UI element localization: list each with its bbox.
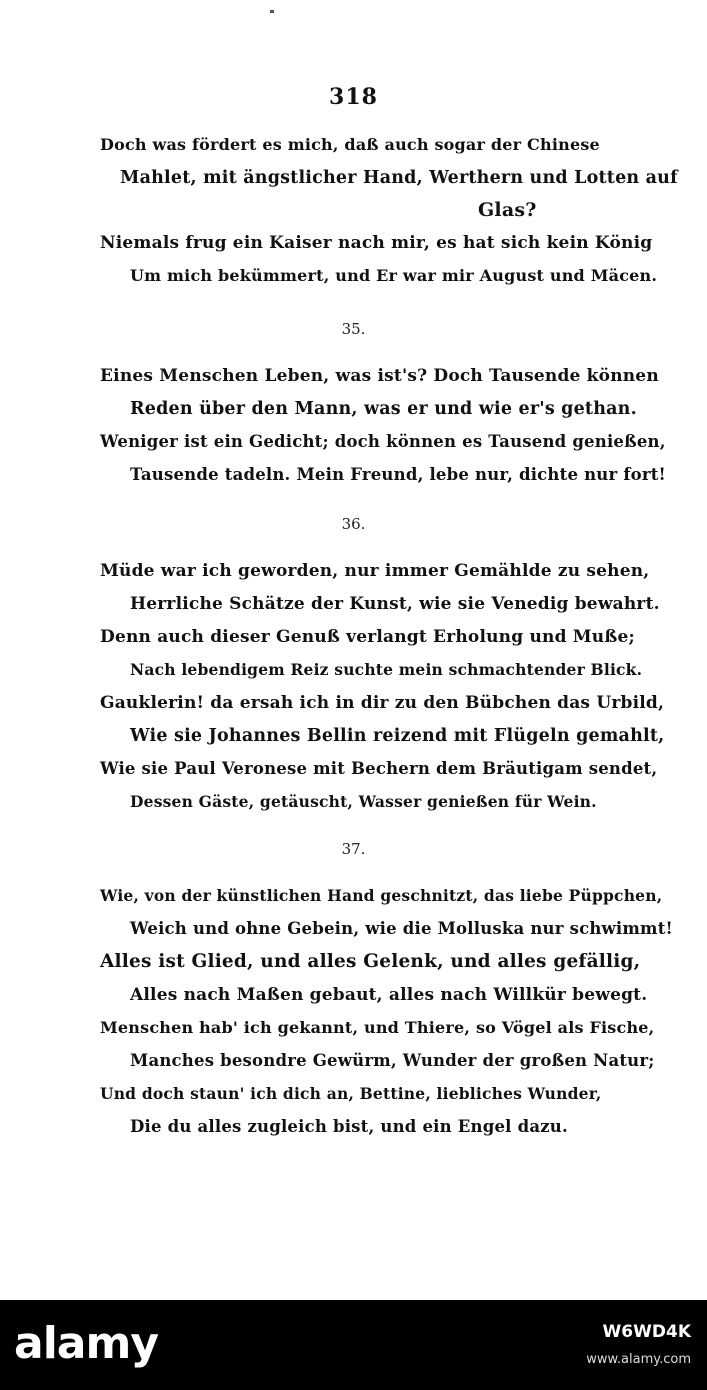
poem-line: Mahlet, mit ängstlicher Hand, Werthern und Lotten auf (120, 168, 678, 188)
poem-line: Alles ist Glied, und alles Gelenk, und alles gefällig, (100, 951, 641, 972)
page-number: 318 (329, 84, 378, 110)
poem-line: Reden über den Mann, was er und wie er's gethan. (130, 399, 637, 419)
poem-line: Tausende tadeln. Mein Freund, lebe nur, dichte nur fort! (130, 465, 666, 484)
footer-url: www.alamy.com (586, 1352, 691, 1367)
poem-line: Um mich bekümmert, und Er war mir August und Mäcen. (130, 266, 658, 285)
scan-speck (270, 10, 274, 13)
poem-line: Niemals frug ein Kaiser nach mir, es hat sich kein König (100, 233, 653, 253)
poem-line: Weich und ohne Gebein, wie die Molluska nur schwimmt! (130, 919, 673, 938)
poem-line: Doch was fördert es mich, daß auch sogar der Chinese (100, 135, 600, 154)
alamy-logo: alamy (14, 1318, 158, 1369)
poem-line: Weniger ist ein Gedicht; doch können es Tausend genießen, (100, 432, 666, 451)
section-number: 37. (341, 840, 366, 858)
poem-line: Die du alles zugleich bist, und ein Engel dazu. (130, 1117, 568, 1136)
poem-line: Gauklerin! da ersah ich in dir zu den Bübchen das Urbild, (100, 693, 665, 713)
poem-line: Wie, von der künstlichen Hand geschnitzt, das liebe Püppchen, (100, 886, 663, 905)
section-number: 35. (341, 320, 366, 338)
poem-line: Denn auch dieser Genuß verlangt Erholung und Muße; (100, 627, 635, 647)
section-number: 36. (341, 515, 366, 533)
poem-line: Menschen hab' ich gekannt, und Thiere, so Vögel als Fische, (100, 1018, 655, 1037)
poem-line: Und doch staun' ich dich an, Bettine, liebliches Wunder, (100, 1084, 602, 1103)
poem-line: Glas? (478, 199, 537, 221)
poem-line: Herrliche Schätze der Kunst, wie sie Venedig bewahrt. (130, 594, 660, 614)
poem-line: Manches besondre Gewürm, Wunder der großen Natur; (130, 1051, 655, 1070)
poem-line: Nach lebendigem Reiz suchte mein schmachtender Blick. (130, 660, 643, 679)
image-id: W6WD4K (602, 1322, 691, 1342)
poem-line: Alles nach Maßen gebaut, alles nach Willkür bewegt. (130, 985, 648, 1005)
poem-line: Wie sie Paul Veronese mit Bechern dem Bräutigam sendet, (100, 759, 658, 778)
poem-line: Eines Menschen Leben, was ist's? Doch Tausende können (100, 366, 659, 386)
poem-line: Müde war ich geworden, nur immer Gemählde zu sehen, (100, 561, 650, 581)
poem-line: Wie sie Johannes Bellin reizend mit Flügeln gemahlt, (130, 726, 665, 746)
poem-line: Dessen Gäste, getäuscht, Wasser genießen für Wein. (130, 792, 597, 811)
watermark-footer (0, 1300, 707, 1390)
